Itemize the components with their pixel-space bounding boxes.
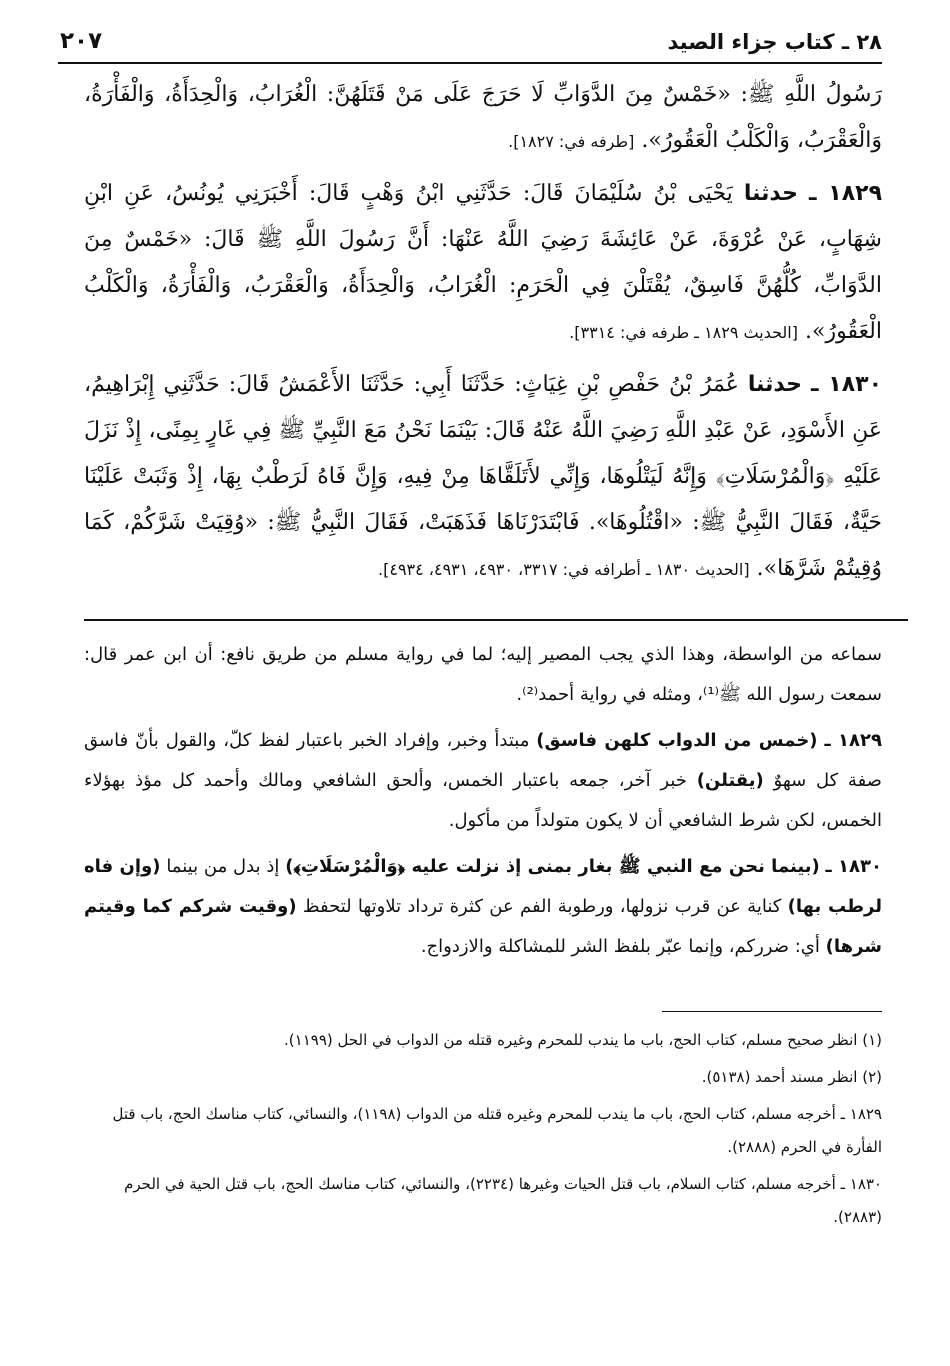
footnote-item: ١٨٣٠ ـ أخرجه مسلم، كتاب السلام، باب قتل الحيات وغيرها (٢٢٣٤)، والنسائي، كتاب مناسك الحج، باب قتل الحية في الحرم (٢٨٨٣). <box>124 1175 882 1226</box>
commentary-quote: (بينما نحن مع النبي ﷺ بغار بمنى إذ نزلت عليه ﴿وَالْمُرْسَلَاتِ﴾) <box>285 856 820 877</box>
book-page <box>60 28 883 1238</box>
footnote-item: ١٨٢٩ ـ أخرجه مسلم، كتاب الحج، باب ما يندب للمحرم وغيره قتله من الدواب (١١٩٨)، والنسائي، كتاب مناسك الحج، باب قتل الفأرة في الحرم (٢٨٨٨). <box>112 1105 882 1156</box>
hadith-text: يَحْيَى بْنُ سُلَيْمَانَ قَالَ: حَدَّثَنِي ابْنُ وَهْبٍ قَالَ: أَخْبَرَنِي يُونُسُ، عَنِ ابْنِ شِهَابٍ، عَنْ عُرْوَةَ، عَنْ عَائِشَةَ رَضِيَ اللَّهُ عَنْهَا: أَنَّ رَسُولَ اللَّهِ ﷺ قَالَ: «خَمْسٌ مِنَ الدَّوَابِّ، كُلُّهُنَّ فَاسِقٌ، يُقْتَلْنَ فِي الْحَرَمِ: الْغُرَابُ، وَالْحِدَأَةُ، وَالْعَقْرَبُ، وَالْفَأْرَةُ، وَالْكَلْبُ الْعَقُورُ». <box>84 181 882 344</box>
hadith-text: عُمَرُ بْنُ حَفْصِ بْنِ غِيَاثٍ: حَدَّثَنَا أَبِي: حَدَّثَنَا الأَعْمَشُ قَالَ: حَدَّثَنِي إِبْرَاهِيمُ، عَنِ الأَسْوَدِ، عَنْ عَبْدِ اللَّهِ رَضِيَ اللَّهُ عَنْهُ قَالَ: بَيْنَمَا نَحْنُ مَعَ النَّبِيِّ ﷺ فِي غَارٍ بِمِنًى، إِذْ نَزَلَ عَلَيْهِ ﴿وَالْمُرْسَلَاتِ﴾ وَإِنَّهُ لَيَتْلُوهَا، وَإِنِّي لأَتَلَقَّاهَا مِنْ فِيهِ، وَإِنَّ فَاهُ لَرَطْبٌ بِهَا، إِذْ وَثَبَتْ عَلَيْنَا حَيَّةٌ، فَقَالَ النَّبِيُّ ﷺ: «اقْتُلُوهَا». فَابْتَدَرْنَاهَا فَذَهَبَتْ، فَقَالَ النَّبِيُّ ﷺ: «وُقِيَتْ شَرَّكُمْ، كَمَا وُقِيتُمْ شَرَّهَا». <box>84 372 882 581</box>
commentary-number: ١٨٣٠ ـ <box>825 856 882 877</box>
hadith-1830 <box>84 362 882 593</box>
commentary-text: مبتدأ وخبر، وإفراد الخبر باعتبار لفظ كلّ، والقول بأنّ فاسق صفة كل سهوٌ <box>84 730 882 791</box>
commentary-quote: (خمس من الدواب كلهن فاسق) <box>536 730 818 751</box>
commentary-paragraph-1829 <box>84 721 882 841</box>
header-divider <box>58 62 882 64</box>
page-header <box>60 28 882 62</box>
hadith-reference: [الحديث ١٨٣٠ ـ أطرافه في: ٣٣١٧، ٤٩٣٠، ٤٩٣١، ٤٩٣٤]. <box>378 560 750 579</box>
commentary-divider <box>84 619 908 621</box>
commentary-text: خبر آخر، جمعه باعتبار الخمس، وألحق الشافعي ومالك وأحمد كل مؤذ بهؤلاء الخمس، لكن شرط الشافعي أن لا يكون متولداً من مأكول. <box>84 770 882 831</box>
commentary-paragraph-1830 <box>84 847 882 967</box>
commentary-section <box>84 635 882 967</box>
footnotes <box>84 1024 882 1234</box>
hadith-text-section <box>84 72 882 593</box>
commentary-number: ١٨٢٩ ـ <box>824 730 882 751</box>
hadith-1828-continuation <box>84 72 882 165</box>
hadith-number: ١٨٢٩ ـ <box>809 181 882 206</box>
commentary-paragraph: سماعه من الواسطة، وهذا الذي يجب المصير إليه؛ لما في رواية مسلم من طريق نافع: أن ابن عمر قال: سمعت رسول الله ﷺ⁽¹⁾، ومثله في رواية أحمد⁽²⁾. <box>84 644 882 705</box>
isnad-label: حدثنا <box>747 372 802 397</box>
commentary-quote: (وقيت شركم كما وقيتم شرها) <box>84 896 882 957</box>
commentary-quote: (يقتلن) <box>696 770 764 791</box>
commentary-text: كناية عن قرب نزولها، ورطوبة الفم عن كثرة ترداد تلاوتها لتحفظ <box>302 896 782 917</box>
hadith-reference: [طرفه في: ١٨٢٧]. <box>508 132 635 151</box>
page-number: ٢٠٧ <box>60 28 103 54</box>
isnad-label: حدثنا <box>743 181 798 206</box>
commentary-quote: (وإن فاه لرطب بها) <box>84 856 883 917</box>
hadith-number: ١٨٣٠ ـ <box>811 372 882 397</box>
commentary-text: أي: ضرركم، وإنما عبّر بلفظ الشر للمشاكلة والازدواج. <box>420 936 820 957</box>
hadith-text: رَسُولُ اللَّهِ ﷺ: «خَمْسٌ مِنَ الدَّوَابِّ لَا حَرَجَ عَلَى مَنْ قَتَلَهُنَّ: الْغُرَابُ، وَالْحِدَأَةُ، وَالْفَأْرَةُ، وَالْعَقْرَبُ، وَالْكَلْبُ الْعَقُورُ». <box>84 82 883 153</box>
chapter-title: ٢٨ ـ كتاب جزاء الصيد <box>667 30 882 54</box>
footnote-item: (٢) انظر مسند أحمد (٥١٣٨). <box>701 1068 882 1086</box>
hadith-1829 <box>84 171 882 356</box>
commentary-text: إذ بدل من بينما <box>166 856 280 877</box>
hadith-reference: [الحديث ١٨٢٩ ـ طرفه في: ٣٣١٤]. <box>569 323 798 342</box>
footnote-item: (١) انظر صحيح مسلم، كتاب الحج، باب ما يندب للمحرم وغيره قتله من الدواب في الحل (١١٩٩). <box>284 1031 882 1049</box>
footnote-divider <box>662 1011 882 1012</box>
